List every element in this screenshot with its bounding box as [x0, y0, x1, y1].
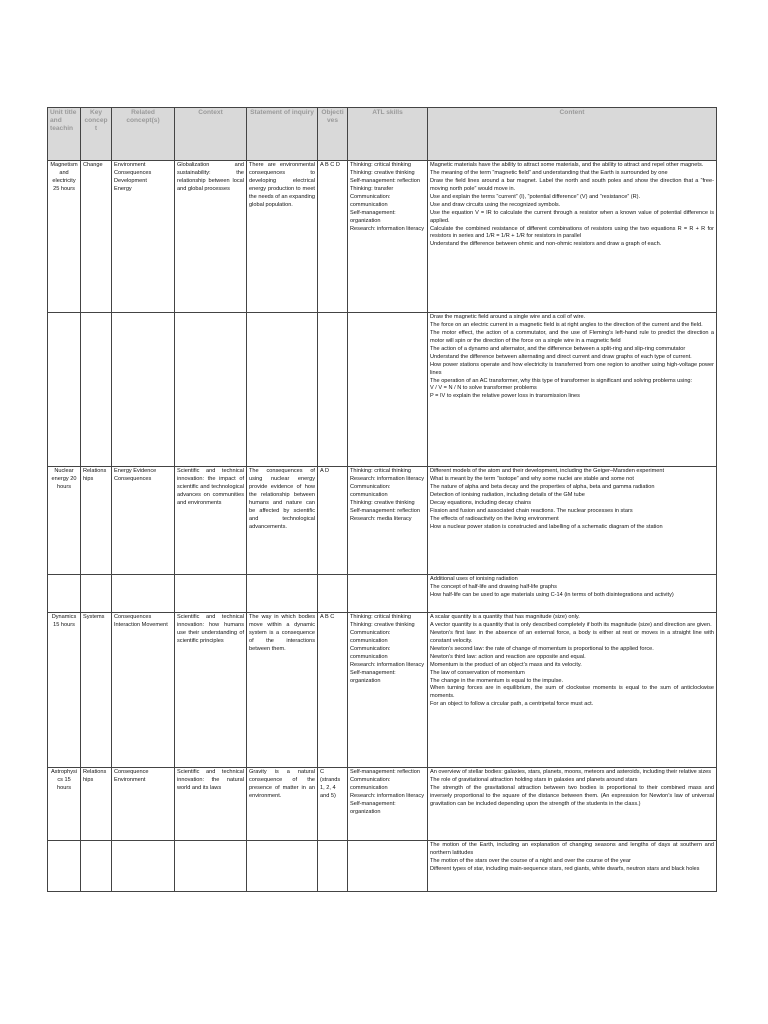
- content-item: The effects of radioactivity on the living environment: [430, 515, 559, 522]
- content-item: Magnetic materials have the ability to attract some materials, and the ability to attract and repel other magnets.: [430, 162, 704, 168]
- content-item: Use the equation V = IR to calculate the current through a resistor when a known value of potential difference is applied.: [430, 209, 714, 224]
- atl-skill: Thinking: creative thinking: [350, 499, 415, 506]
- content-item: The meaning of the term “magnetic field” and understanding that the Earth is surrounded by one: [430, 169, 668, 176]
- content-item: Newton’s second law: the rate of change of momentum is proportional to the applied force.: [430, 645, 654, 652]
- content-item: What is meant by the term “isotope” and why some nuclei are stable and some not: [430, 475, 634, 482]
- key-concept: Systems: [83, 614, 105, 620]
- content-item: The role of gravitational attraction holding stars in galaxies and planets around stars: [430, 776, 638, 783]
- related-concept: Energy: [114, 185, 132, 192]
- atl-skill: Research: media literacy: [350, 515, 412, 522]
- header-objectives: Objecti ves: [318, 108, 348, 161]
- atl-skill: Research: information literacy: [350, 475, 424, 482]
- content-item: V / V = N / N to solve transformer problems: [430, 385, 537, 392]
- unit-title: Nuclear energy 20 hours: [51, 468, 77, 490]
- related-concept: Consequences: [114, 169, 152, 176]
- atl-skill: Thinking: critical thinking: [350, 614, 411, 620]
- header-unit-title: Unit title and teachin: [48, 108, 81, 161]
- content-item: Newton’s first law: in the absence of an external force, a body is either at rest or moves in a straight line with constant velocity.: [430, 629, 714, 644]
- atl-skill: Self-management: organization: [350, 669, 396, 684]
- related-concepts-cell: [112, 768, 175, 841]
- content-item: The law of conservation of momentum: [430, 669, 525, 676]
- empty-cell: [175, 313, 247, 467]
- content-cell: [428, 161, 717, 313]
- atl-skill: Research: information literacy: [350, 225, 424, 232]
- atl-skills-cell: [348, 768, 428, 841]
- content-item: Detection of ionising radiation, including details of the GM tube: [430, 491, 585, 498]
- related-concept: Consequences: [114, 475, 152, 482]
- unit-title-cell: [48, 613, 81, 768]
- content-item: The operation of an AC transformer, why this type of transformer is significant and solving problems using:: [430, 377, 693, 384]
- content-cell-continued: [428, 575, 717, 613]
- unit-row: [48, 161, 717, 313]
- content-item: The motion of the Earth, including an explanation of changing seasons and lengths of days at southern and northern latitudes: [430, 842, 714, 856]
- inquiry-cell: [247, 768, 318, 841]
- empty-cell: [318, 575, 348, 613]
- unit-row-continued: [48, 841, 717, 892]
- key-concept-cell: [81, 768, 112, 841]
- content-item: P = IV to explain the relative power loss in transmission lines: [430, 393, 580, 400]
- atl-skill: Self-management: reflection: [350, 507, 420, 514]
- unit-row-continued: [48, 313, 717, 467]
- empty-cell: [48, 313, 81, 467]
- content-item: The force on an electric current in a magnetic field is at right angles to the direction of the current and the field.: [430, 321, 703, 328]
- content-item: Understand the difference between ohmic and non-ohmic resistors and draw a graph of each.: [430, 241, 662, 248]
- statement-of-inquiry: Gravity is a natural consequence of the presence of matter in an environment.: [249, 769, 315, 799]
- content-item: Additional uses of ionising radiation: [430, 576, 518, 582]
- content-item: The change in the momentum is equal to the impulse.: [430, 677, 564, 684]
- objectives: A B C D: [320, 162, 340, 168]
- atl-skills-cell: [348, 467, 428, 575]
- unit-title: Magnetism and electricity 25 hours: [50, 162, 78, 192]
- content-item: How power stations operate and how electricity is transferred from one region to another using high-voltage power lines: [430, 361, 714, 376]
- objectives-cell: [318, 161, 348, 313]
- statement-of-inquiry: The way in which bodies move within a dynamic system is a consequence of the interactions between them.: [249, 614, 315, 652]
- atl-skill: Thinking: creative thinking: [350, 169, 415, 176]
- statement-of-inquiry: The consequences of using nuclear energy provide evidence of how the relationship between humans and nature can be affected by scientific and technological advancements.: [249, 468, 315, 530]
- objectives: A B C: [320, 614, 335, 620]
- empty-cell: [348, 313, 428, 467]
- related-concept: Consequence: [114, 769, 149, 775]
- key-concept: Relationships: [83, 468, 107, 482]
- content-item: Draw the field lines around a bar magnet. Label the north and south poles and show the direction that a “free-moving north pole” would move in.: [430, 177, 714, 192]
- key-concept: Change: [83, 162, 103, 168]
- context-cell: [175, 613, 247, 768]
- content-cell: [428, 613, 717, 768]
- atl-skill: Thinking: creative thinking: [350, 621, 415, 628]
- empty-cell: [318, 313, 348, 467]
- objectives: A D: [320, 468, 330, 474]
- empty-cell: [175, 841, 247, 892]
- empty-cell: [247, 575, 318, 613]
- atl-skill: Research: information literacy: [350, 661, 424, 668]
- empty-cell: [318, 841, 348, 892]
- content-cell: [428, 768, 717, 841]
- related-concepts-cell: [112, 613, 175, 768]
- content-item: Newton’s third law: action and reaction are opposite and equal.: [430, 653, 586, 660]
- empty-cell: [247, 841, 318, 892]
- content-cell-continued: [428, 841, 717, 892]
- empty-cell: [81, 841, 112, 892]
- context-cell: [175, 467, 247, 575]
- inquiry-cell: [247, 613, 318, 768]
- content-item: Different models of the atom and their development, including the Geiger–Marsden experiment: [430, 468, 665, 474]
- inquiry-cell: [247, 467, 318, 575]
- content-cell: [428, 467, 717, 575]
- content-item: For an object to follow a circular path, a centripetal force must act.: [430, 701, 594, 708]
- content-item: The action of a dynamo and alternator, and the difference between a split-ring and slip-ring commutator: [430, 345, 686, 352]
- empty-cell: [348, 841, 428, 892]
- atl-skill: Thinking: critical thinking: [350, 162, 411, 168]
- unit-title: Astrophysics 15 hours: [50, 769, 78, 791]
- unit-row: [48, 467, 717, 575]
- content-item: Different types of star, including main-sequence stars, red giants, white dwarfs, neutron stars and black holes: [430, 865, 700, 872]
- objectives-cell: [318, 768, 348, 841]
- unit-title-cell: [48, 768, 81, 841]
- related-concept: Development: [114, 177, 147, 184]
- content-item: Fission and fusion and associated chain reactions. The nuclear processes in stars: [430, 507, 633, 514]
- related-concept: Environment: [114, 776, 146, 783]
- empty-cell: [48, 575, 81, 613]
- related-concepts-cell: [112, 467, 175, 575]
- header-content: Content: [428, 108, 717, 161]
- unit-title-cell: [48, 467, 81, 575]
- content-item: When turning forces are in equilibrium, the sum of clockwise moments is equal to the sum of anticlockwise moments.: [430, 685, 714, 700]
- unit-title: Dynamics 15 hours: [51, 614, 77, 628]
- content-item: A vector quantity is a quantity that is only described completely if both its magnitude (size) and direction are given.: [430, 621, 712, 628]
- content-item: The nature of alpha and beta decay and the properties of alpha, beta and gamma radiation: [430, 483, 655, 490]
- content-item: Decay equations, including decay chains: [430, 499, 532, 506]
- content-item: An overview of stellar bodies: galaxies, stars, planets, moons, meteors and asteroids, including their relative sizes: [430, 769, 712, 775]
- unit-planner-table: [47, 107, 717, 892]
- related-concept: Consequences: [114, 614, 152, 620]
- objectives-cell: [318, 467, 348, 575]
- context-text: Scientific and technical innovation: the natural world and its laws: [177, 769, 244, 791]
- atl-skill: Communication: communication: [350, 645, 391, 660]
- context-cell: [175, 161, 247, 313]
- empty-cell: [247, 313, 318, 467]
- context-text: Scientific and technical innovation: the impact of scientific and technological advances on communities and environments: [177, 468, 244, 506]
- atl-skill: Research: information literacy: [350, 792, 424, 799]
- header-related-concepts: Related concept(s): [112, 108, 175, 161]
- content-item: The motor effect, the action of a commutator, and the use of Fleming’s left-hand rule to predict the direction a motor will spin or the direction of the force on a single wire in a magnetic field: [430, 329, 714, 344]
- atl-skill: Communication: communication: [350, 776, 391, 791]
- atl-skills-cell: [348, 613, 428, 768]
- context-text: Globalization and sustainability: the relationship between local and global processes: [177, 162, 244, 192]
- related-concepts-cell: [112, 161, 175, 313]
- empty-cell: [112, 841, 175, 892]
- content-item: How half-life can be used to age materials using C-14 (in terms of both disintegrations and activity): [430, 591, 674, 598]
- header-atl-skills: ATL skills: [348, 108, 428, 161]
- objectives: C (strands 1, 2, 4 and 5): [320, 769, 341, 799]
- key-concept-cell: [81, 467, 112, 575]
- content-item: The motion of the stars over the course of a night and over the course of the year: [430, 857, 631, 864]
- context-text: Scientific and technical innovation: how humans use their understanding of scientific principles: [177, 614, 244, 644]
- header-statement-of-inquiry: Statement of inquiry: [247, 108, 318, 161]
- content-item: Use and draw circuits using the recognized symbols.: [430, 201, 561, 208]
- atl-skill: Self-management: organization: [350, 209, 396, 224]
- key-concept: Relationships: [83, 769, 107, 783]
- header-key-concept: Key concep t: [81, 108, 112, 161]
- content-item: The strength of the gravitational attraction between two bodies is proportional to their combined mass and inversely proportional to the square of the distance between them. (An expression for Newton’s law of universal gravitation can be included depending upon the strength of the students in the class.): [430, 784, 714, 807]
- empty-cell: [175, 575, 247, 613]
- atl-skill: Self-management: organization: [350, 800, 396, 815]
- empty-cell: [81, 313, 112, 467]
- unit-title-cell: [48, 161, 81, 313]
- content-item: Draw the magnetic field around a single wire and a coil of wire.: [430, 314, 586, 320]
- inquiry-cell: [247, 161, 318, 313]
- atl-skill: Self-management: reflection: [350, 769, 420, 775]
- content-item: How a nuclear power station is constructed and labelling of a schematic diagram of the station: [430, 523, 663, 530]
- header-context: Context: [175, 108, 247, 161]
- empty-cell: [48, 841, 81, 892]
- atl-skill: Communication: communication: [350, 193, 391, 208]
- unit-row: [48, 768, 717, 841]
- content-cell-continued: [428, 313, 717, 467]
- atl-skill: Thinking: critical thinking: [350, 468, 411, 474]
- content-item: Understand the difference between alternating and direct current and draw graphs of each type of current.: [430, 353, 692, 360]
- atl-skill: Self-management: reflection: [350, 177, 420, 184]
- unit-row-continued: [48, 575, 717, 613]
- empty-cell: [348, 575, 428, 613]
- content-item: Calculate the combined resistance of different combinations of resistors using the two equations R = R + R for resistors in series and 1/R = 1/R + 1/R for resistors in parallel: [430, 225, 714, 240]
- content-item: Momentum is the product of an object’s mass and its velocity.: [430, 661, 582, 668]
- content-item: Use and explain the terms “current” (I), “potential difference” (V) and “resistance” (R).: [430, 193, 641, 200]
- empty-cell: [81, 575, 112, 613]
- unit-row: [48, 613, 717, 768]
- empty-cell: [112, 575, 175, 613]
- related-concept: Energy Evidence: [114, 468, 157, 474]
- header-row: [48, 108, 717, 161]
- atl-skill: Communication: communication: [350, 629, 391, 644]
- objectives-cell: [318, 613, 348, 768]
- empty-cell: [112, 313, 175, 467]
- atl-skills-cell: [348, 161, 428, 313]
- statement-of-inquiry: There are environmental consequences to developing electrical energy production to meet the needs of an expanding global population.: [249, 162, 315, 208]
- content-item: A scalar quantity is a quantity that has magnitude (size) only.: [430, 614, 580, 620]
- key-concept-cell: [81, 613, 112, 768]
- atl-skill: Thinking: transfer: [350, 185, 394, 192]
- related-concept: Interaction Movement: [114, 621, 168, 628]
- content-item: The concept of half-life and drawing half-life graphs: [430, 583, 557, 590]
- context-cell: [175, 768, 247, 841]
- related-concept: Environment: [114, 162, 146, 168]
- atl-skill: Communication: communication: [350, 483, 391, 498]
- key-concept-cell: [81, 161, 112, 313]
